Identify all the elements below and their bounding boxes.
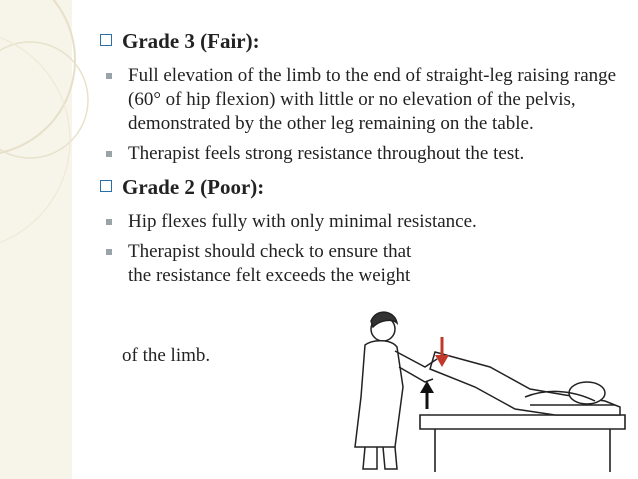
grade3-heading-text: Grade 3 (Fair): (122, 29, 260, 53)
square-outline-icon (100, 180, 112, 192)
slide-content (100, 24, 620, 294)
square-bullet-icon (106, 219, 112, 225)
grade2-heading-text: Grade 2 (Poor): (122, 175, 265, 199)
grade2-bullet-2 (100, 240, 428, 288)
exam-table (420, 415, 625, 472)
square-outline-icon (100, 34, 112, 46)
grade3-bullet-2 (100, 142, 620, 166)
square-bullet-icon (106, 73, 112, 79)
patient-figure (430, 352, 620, 415)
decorative-circles (0, 0, 110, 479)
square-bullet-icon (106, 151, 112, 157)
grade2-bullet-2-continuation: of the limb. (122, 345, 211, 366)
grade3-bullet-1-text: Full elevation of the limb to the end of straight-leg raising range (60° of hip flexion) with little or no elevation of the pelvis, demonstrated by the other leg remaining on the table. (128, 65, 617, 134)
grade3-heading (100, 28, 620, 54)
grade2-heading (100, 174, 620, 200)
grade3-bullet-2-text: Therapist feels strong resistance throughout the test. (128, 143, 525, 164)
grade2-bullet-2-text: Therapist should check to ensure that the resistance felt exceeds the weight (128, 241, 412, 286)
hip-flexion-test-illustration (325, 297, 630, 472)
square-bullet-icon (106, 249, 112, 255)
grade2-bullet-1 (100, 210, 620, 234)
grade3-bullet-1 (100, 64, 620, 136)
black-arrow-up-icon (420, 381, 434, 409)
grade2-bullet-1-text: Hip flexes fully with only minimal resistance. (128, 211, 477, 232)
